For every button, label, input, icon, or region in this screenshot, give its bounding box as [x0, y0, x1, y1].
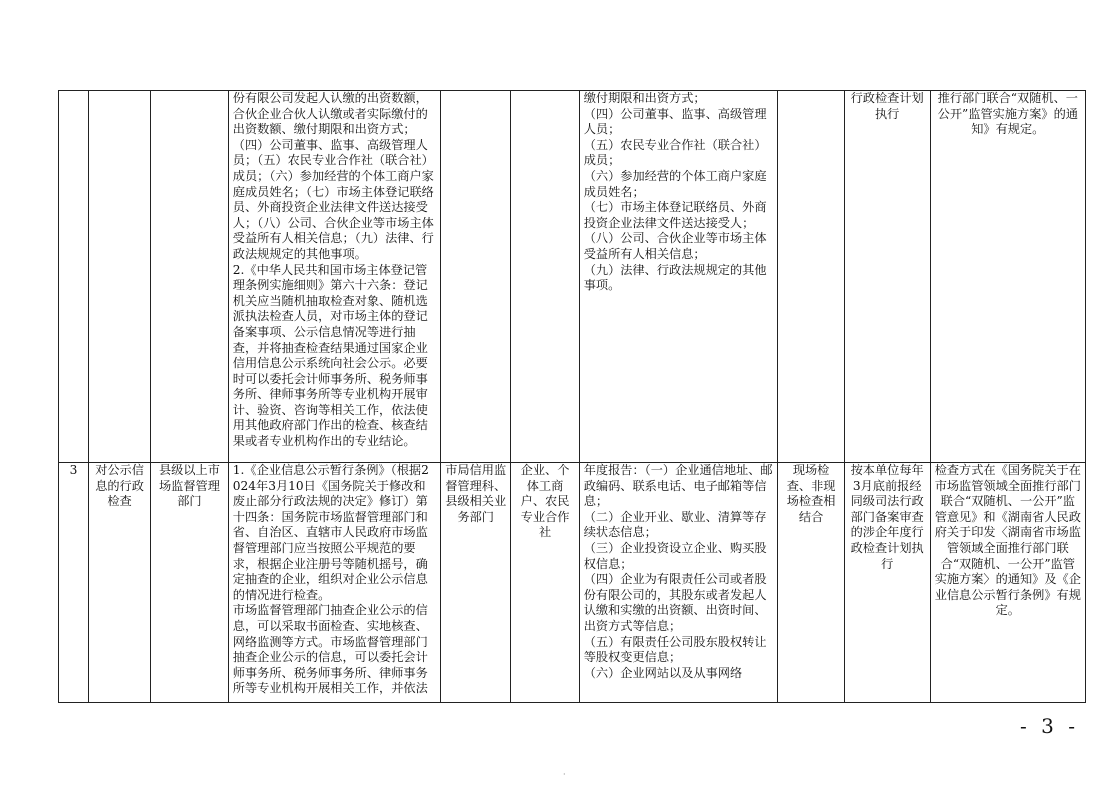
cell-dept: 市局信用监督管理科、县级相关业务部门 — [440, 463, 510, 703]
cell-object: 企业、个体工商户、农民专业合作社 — [511, 463, 579, 703]
basis-text: 份有限公司发起人认缴的出资数额，合伙企业合伙人认缴或者实际缴付的出资数额、缴付期限和出资方式；（四）公司董事、监事、高级管理人员；（五）农民专业合作社（联合社）成员；（六）参加经营的个体工商户家庭成员姓名；（七）市场主体登记联络员、外商投资企业法律文件送达接受人；（八）公司、合伙企业等市场主体受益所有人相关信息；（九）法律、行政法规规定的其他事项。 2.《中华人民共和国市场主体登记管理条例实施细则》第六十六条：登记机关应当随机抽取检查对象、随机选派执法检查人员，对市场主体的登记备案事项、公示信息情况等进行抽查，并将抽查检查结果通过国家企业信用信息公示系统向社会公示。必要时可以委托会计师事务所、税务师事务所、律师事务所等专业机构开展审计、验资、咨询等相关工作，依法使用其他政府部门作出的检查、核查结果或者专业机构作出的专业结论。 — [232, 91, 434, 449]
inspection-table — [58, 90, 1086, 703]
cell-object — [511, 91, 579, 463]
cell-method: 现场检查、非现场检查相结合 — [778, 463, 844, 703]
basis-text: 1.《企业信息公示暂行条例》（根据2024年3月10日《国务院关于修改和废止部分行政法规的决定》修订）第十四条：国务院市场监督管理部门和省、自治区、直辖市人民政府市场监督管理部门应当按照公平规范的要求，根据企业注册号等随机摇号，确定抽查的企业，组织对企业公示信息的情况进行检查。 市场监督管理部门抽查企业公示的信息，可以采取书面检查、实地核查、网络监测等方式。市场监督管理部门抽查企业公示的信息，可以委托会计师事务所、税务师事务所、律师事务所等专业机构开展相关工作，并依法 — [232, 463, 429, 696]
cell-method — [778, 91, 844, 463]
cell-level: 县级以上市场监督管理部门 — [151, 463, 229, 703]
cell-basis — [228, 463, 440, 703]
table-row — [59, 463, 1086, 703]
cell-remark: 检查方式在《国务院关于在市场监管领域全面推行部门联合“双随机、一公开”监管意见》和《湖南省人民政府关于印发〈湖南省市场监管领域全面推行部门联合“双随机、一公开”监管实施方案〉的通知》及《企业信息公示暂行条例》有规定。 — [930, 463, 1085, 703]
cell-remark: 推行部门联合“双随机、一公开”监管实施方案》的通知》有规定。 — [930, 91, 1085, 463]
cell-content — [579, 91, 778, 463]
cell-item — [89, 91, 151, 463]
cell-dept — [440, 91, 510, 463]
cell-index: 3 — [59, 463, 89, 703]
page-number: - 3 - — [1020, 714, 1079, 738]
table-row — [59, 91, 1086, 463]
content-text: 缴付期限和出资方式； （四）公司董事、监事、高级管理人员； （五）农民专业合作社（联合社）成员； （六）参加经营的个体工商户家庭成员姓名； （七）市场主体登记联络员、外商投资企业法律文件送达接受人； （八）公司、合伙企业等市场主体受益所有人相关信息； （九）法律、行政法规规定的其他事项。 — [583, 91, 767, 293]
cell-index — [59, 91, 89, 463]
footer-mark: · — [563, 770, 566, 779]
cell-content — [579, 463, 778, 703]
cell-item: 对公示信息的行政检查 — [89, 463, 151, 703]
cell-level — [151, 91, 229, 463]
cell-basis — [228, 91, 440, 463]
content-text: 年度报告：（一）企业通信地址、邮政编码、联系电话、电子邮箱等信息； （二）企业开业、歇业、清算等存续状态信息； （三）企业投资设立企业、购买股权信息； （四）企业为有限责任公司或者股份有限公司的，其股东或者发起人认缴和实缴的出资额、出资时间、出资方式等信息； （五）有限责任公司股东股权转让等股权变更信息； （六）企业网站以及从事网络 — [583, 463, 773, 680]
cell-schedule: 行政检查计划执行 — [844, 91, 930, 463]
cell-schedule: 按本单位每年3月底前报经同级司法行政部门备案审查的涉企年度行政检查计划执行 — [844, 463, 930, 703]
